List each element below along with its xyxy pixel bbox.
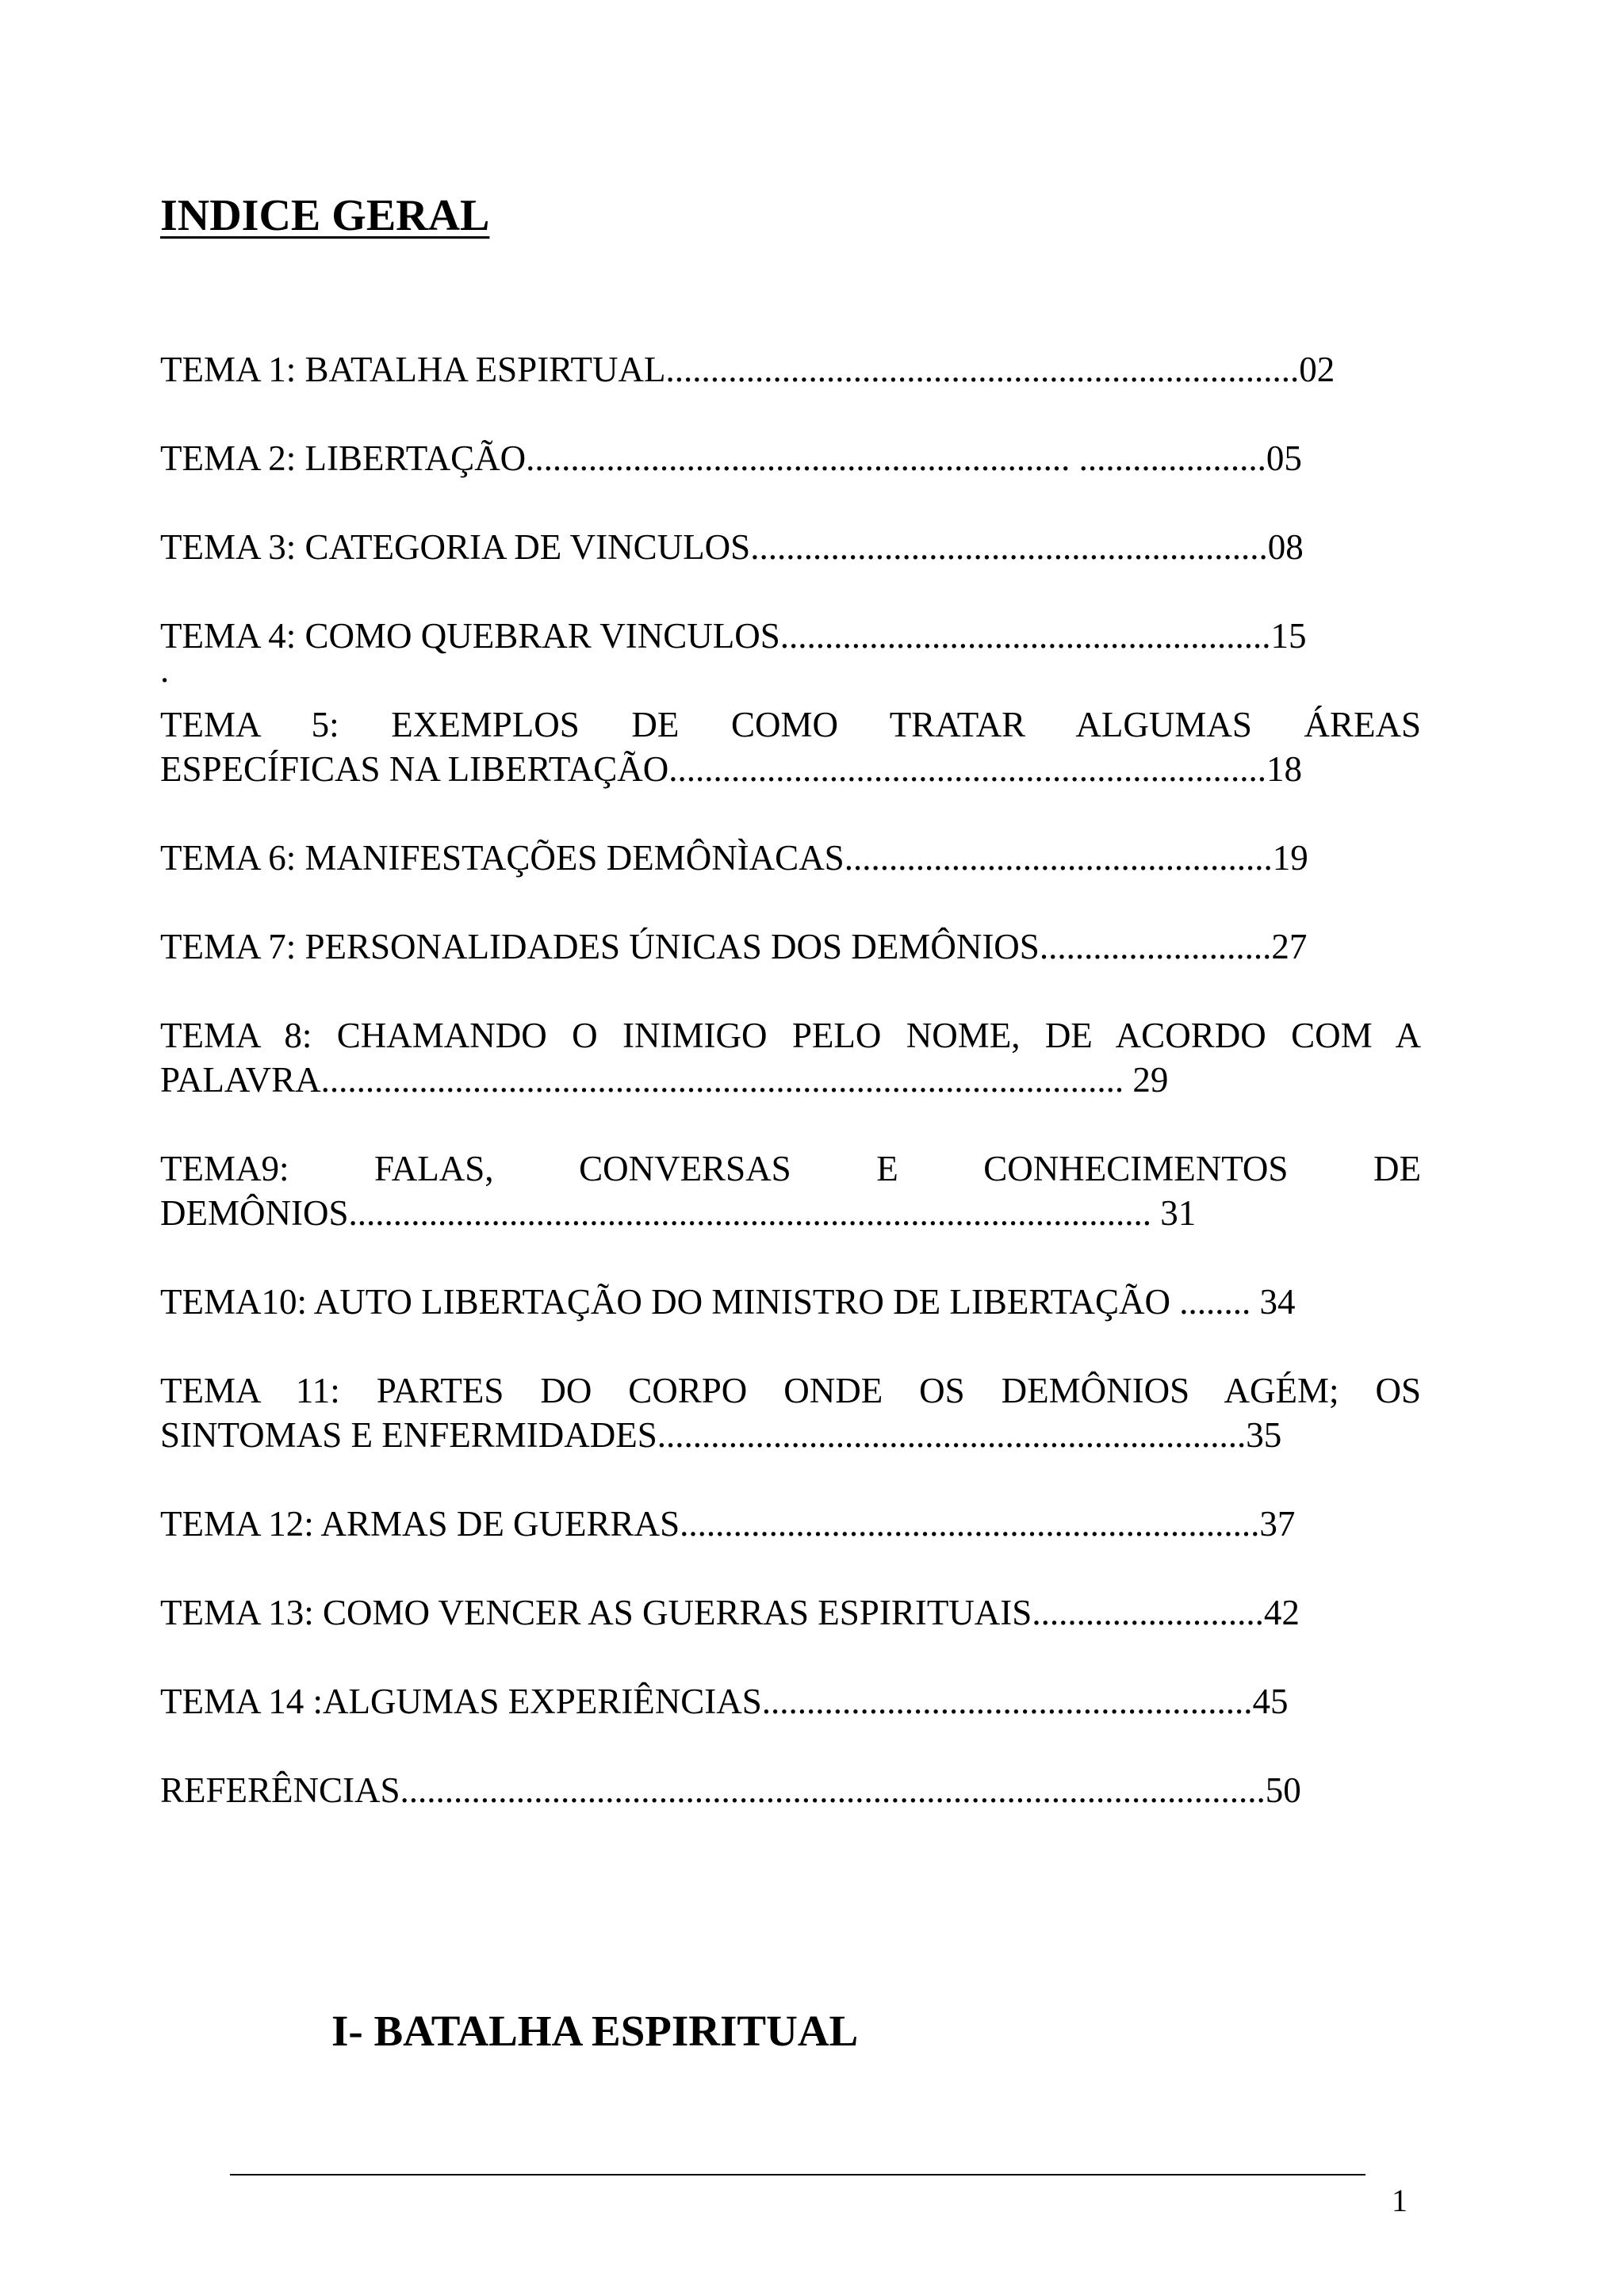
page-title: INDICE GERAL [160, 191, 490, 240]
toc-entry-7[interactable]: TEMA 7: PERSONALIDADES ÚNICAS DOS DEMÔNIOS..........................27 [160, 927, 1308, 966]
toc-entry-1[interactable]: TEMA 1: BATALHA ESPIRTUAL.......................................................................02 [160, 350, 1335, 389]
section-heading: I- BATALHA ESPIRITUAL [331, 2007, 859, 2055]
toc-entry-9[interactable]: TEMA9: FALAS, CONVERSAS E CONHECIMENTOS DE DEMÔNIOS.......................................................................................... 31 [160, 1149, 1421, 1233]
toc-entry-8[interactable]: TEMA 8: CHAMANDO O INIMIGO PELO NOME, DE ACORDO COM A PALAVRA.......................................................................................... 29 [160, 1016, 1421, 1100]
toc-entry-11[interactable]: TEMA 11: PARTES DO CORPO ONDE OS DEMÔNIOS AGÉM; OS SINTOMAS E ENFERMIDADES..................................................................35 [160, 1371, 1421, 1455]
toc-entry-13[interactable]: TEMA 13: COMO VENCER AS GUERRAS ESPIRITUAIS..........................42 [160, 1593, 1300, 1632]
toc-entry-12[interactable]: TEMA 12: ARMAS DE GUERRAS.................................................................37 [160, 1504, 1296, 1544]
toc-stray-dot: . [160, 650, 170, 690]
toc-entry-3[interactable]: TEMA 3: CATEGORIA DE VINCULOS..........................................................08 [160, 527, 1304, 567]
toc-entry-4[interactable]: TEMA 4: COMO QUEBRAR VINCULOS.......................................................15 [160, 616, 1307, 656]
toc-entry-references[interactable]: REFERÊNCIAS.................................................................................................50 [160, 1770, 1301, 1810]
page-number: 1 [1392, 2183, 1408, 2218]
toc-entry-10[interactable]: TEMA10: AUTO LIBERTAÇÃO DO MINISTRO DE LIBERTAÇÃO ........ 34 [160, 1282, 1296, 1322]
toc-entry-14[interactable]: TEMA 14 :ALGUMAS EXPERIÊNCIAS.......................................................45 [160, 1682, 1289, 1721]
toc-entry-5[interactable]: TEMA 5: EXEMPLOS DE COMO TRATAR ALGUMAS ÁREAS ESPECÍFICAS NA LIBERTAÇÃO...................................................................18 [160, 705, 1421, 789]
toc-entry-6[interactable]: TEMA 6: MANIFESTAÇÕES DEMÔNÌACAS................................................19 [160, 838, 1308, 878]
footer-divider [230, 2174, 1365, 2175]
toc-entry-2[interactable]: TEMA 2: LIBERTAÇÃO............................................................. .....................05 [160, 438, 1302, 478]
